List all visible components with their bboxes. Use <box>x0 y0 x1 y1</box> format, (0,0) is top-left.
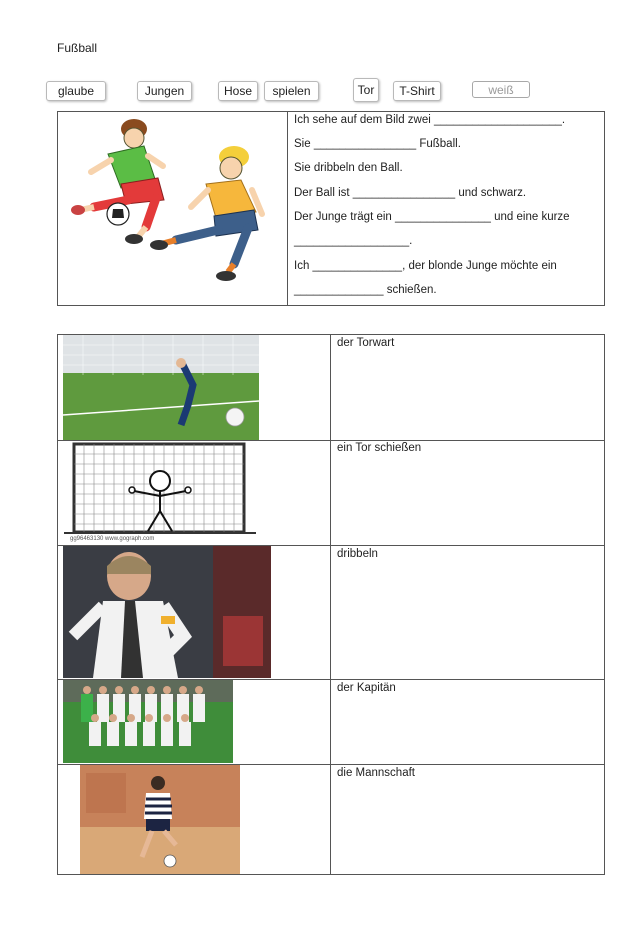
exercise-line-3: Sie dribbeln den Ball. <box>294 162 403 174</box>
word-chip-tor[interactable]: Tor <box>353 78 379 102</box>
word-chip-spielen[interactable]: spielen <box>264 81 319 101</box>
vocab-label-4: der Kapitän <box>337 682 396 694</box>
vocab-table-left-border <box>57 334 58 875</box>
word-chip-glaube[interactable]: glaube <box>46 81 106 101</box>
exercise-line-1: Ich sehe auf dem Bild zwei ____________________. <box>294 114 566 126</box>
exercise-line-8: ______________ schießen. <box>294 284 437 296</box>
vocab-table-divider <box>330 334 331 875</box>
goal-image-caption: gg96463130 www.gograph.com <box>70 536 155 542</box>
ball <box>226 408 244 426</box>
exercise-line-6: __________________. <box>294 235 413 247</box>
vocab-row-border-bottom <box>57 874 605 875</box>
word-chip-weiss[interactable]: weiß <box>472 81 530 98</box>
exercise-line-5: Der Junge trägt ein _______________ und eine kurze <box>294 211 570 223</box>
goalkeeper-photo <box>63 335 259 440</box>
page-title: Fußball <box>57 41 98 55</box>
exercise-line-4: Der Ball ist ________________ und schwarz. <box>294 187 527 199</box>
vocab-table-right-border <box>604 334 605 875</box>
team-photo <box>63 680 233 763</box>
boys-football-illustration <box>66 112 266 287</box>
vocab-label-2: ein Tor schießen <box>337 442 422 454</box>
word-chip-hose[interactable]: Hose <box>218 81 258 101</box>
exercise-line-7: Ich ______________, der blonde Junge möchte ein <box>294 260 557 272</box>
word-chip-jungen[interactable]: Jungen <box>137 81 192 101</box>
indoor-player-photo <box>80 765 240 874</box>
exercise-divider <box>287 111 288 306</box>
vocab-label-1: der Torwart <box>337 337 395 349</box>
vocab-label-5: die Mannschaft <box>337 767 415 779</box>
word-chip-tshirt[interactable]: T-Shirt <box>393 81 441 101</box>
vocab-label-3: dribbeln <box>337 548 378 560</box>
player-photo <box>63 546 271 678</box>
exercise-line-2: Sie ________________ Fußball. <box>294 138 461 150</box>
goal-net-drawing <box>64 441 256 545</box>
